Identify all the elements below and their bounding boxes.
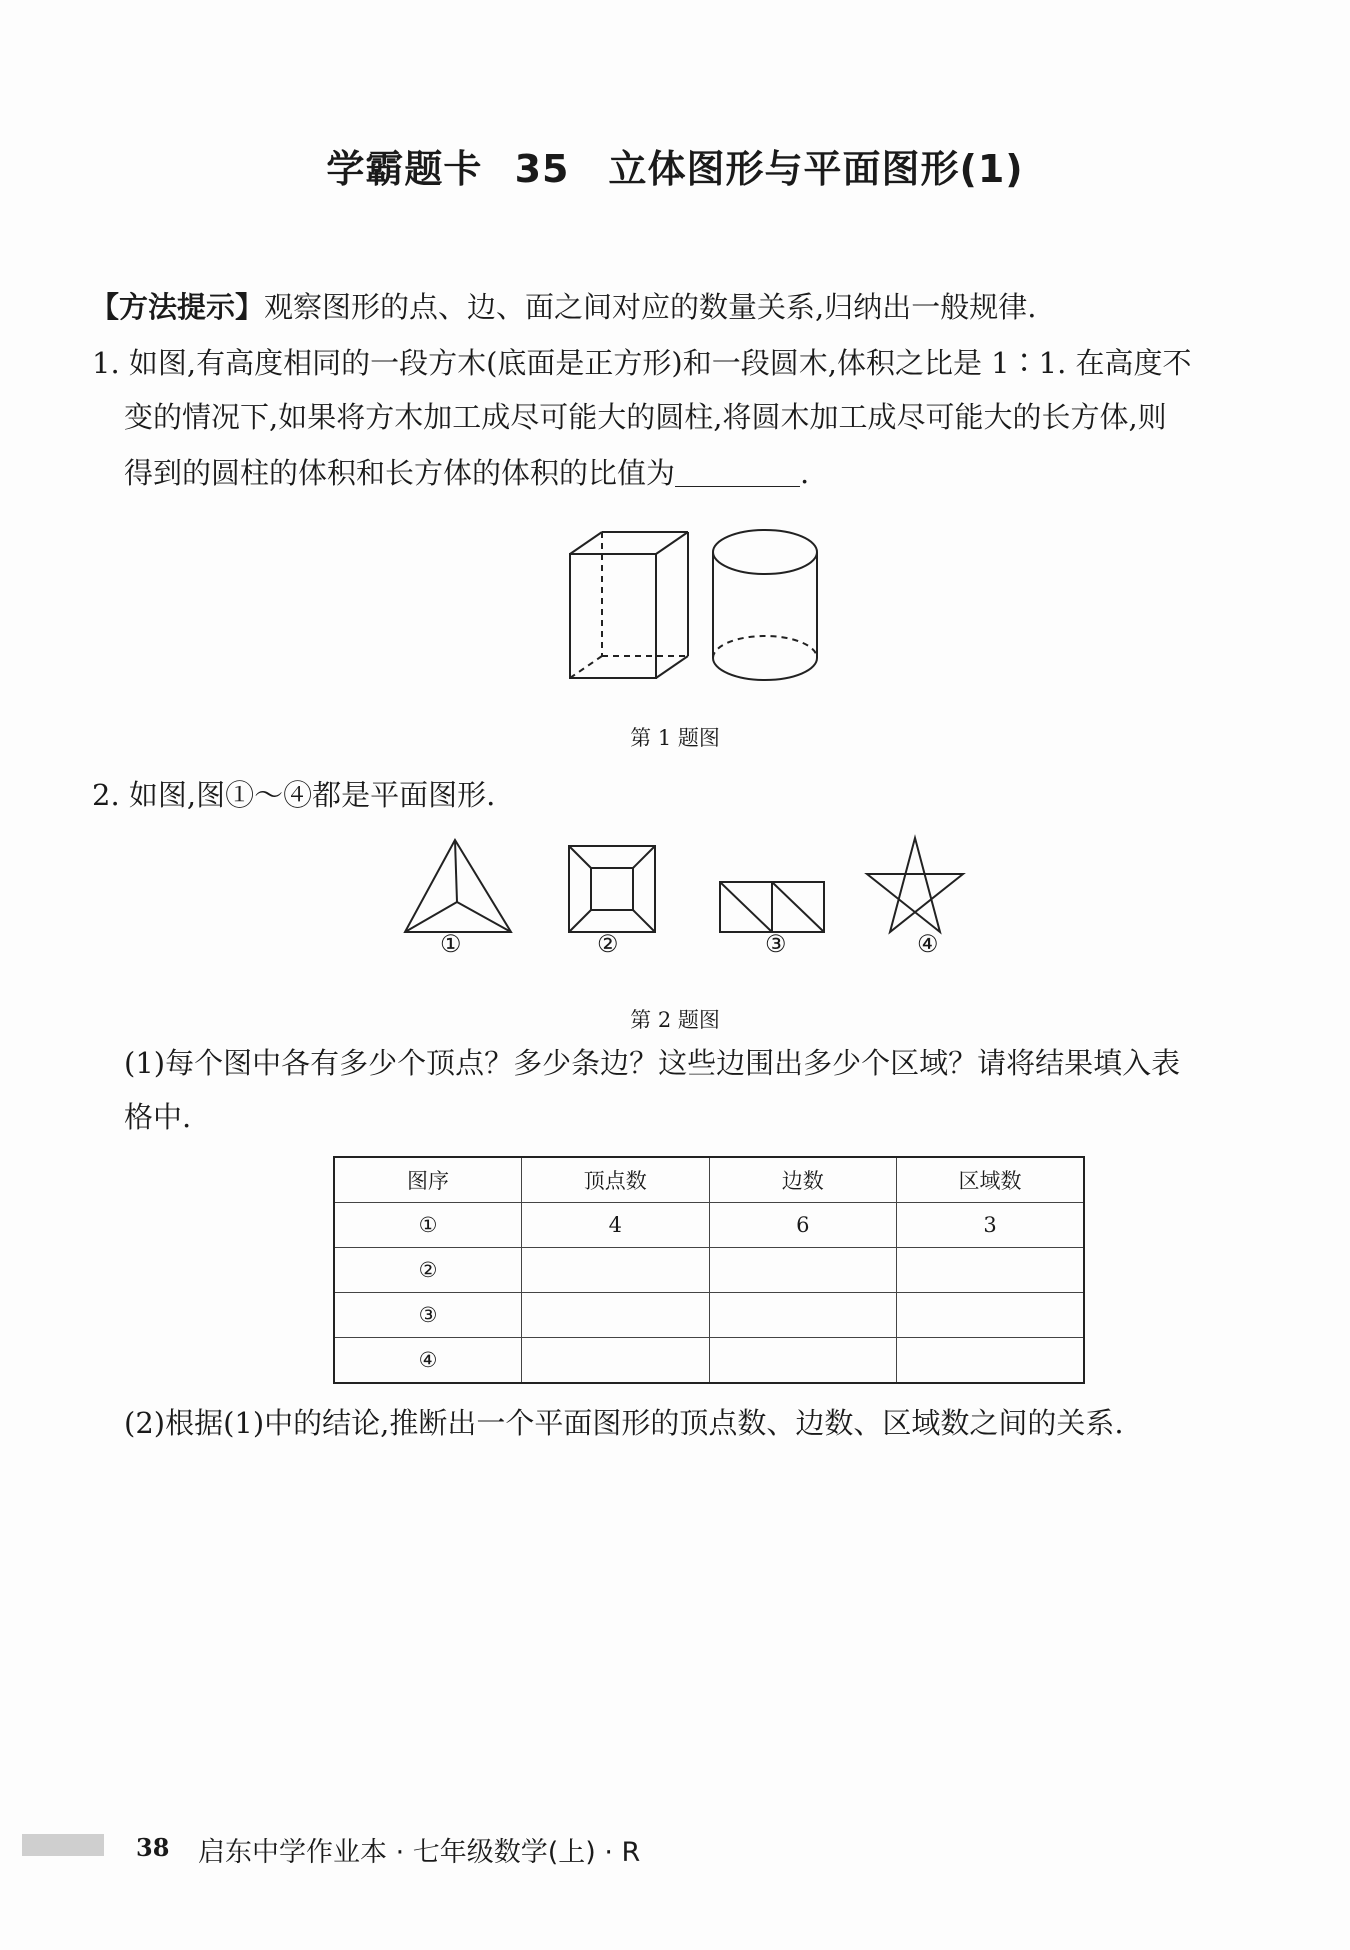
table-answer-cell[interactable] [709,1248,897,1293]
table-cell: 4 [522,1203,710,1248]
q2-sub2: (2)根据(1)中的结论,推断出一个平面图形的顶点数、边数、区域数之间的关系. [124,1406,1124,1440]
q1-line-3 [124,446,809,500]
table-header-cell: 边数 [709,1157,897,1203]
table-answer-cell[interactable] [522,1248,710,1293]
footer-decor-bar [22,1834,104,1856]
table-header-row [334,1157,1084,1203]
table-row [334,1293,1084,1338]
figure-label-1: ① [440,930,462,958]
answer-table [333,1156,1085,1384]
square-prism-figure [570,532,688,678]
table-row [334,1248,1084,1293]
method-tip-text: 观察图形的点、边、面之间对应的数量关系,归纳出一般规律. [264,290,1037,324]
table-answer-cell[interactable] [709,1338,897,1384]
q2-figures [395,830,995,940]
table-answer-cell[interactable] [897,1293,1085,1338]
q1-figure [560,520,830,690]
figure-3-two-squares [720,882,824,932]
q2-sub1-line-2: 格中. [124,1100,192,1134]
table-answer-cell[interactable] [897,1248,1085,1293]
footer-book-title: 启东中学作业本 · 七年级数学(上) · R [198,1837,641,1868]
figure-label-2: ② [597,930,619,958]
table-cell: 3 [897,1203,1085,1248]
q1-line-1: 1. 如图,有高度相同的一段方木(底面是正方形)和一段圆木,体积之比是 1∶1. 在高度不 [92,346,1192,380]
table-header-cell: 区域数 [897,1157,1085,1203]
table-cell: ② [334,1248,522,1293]
table-answer-cell[interactable] [709,1293,897,1338]
table-cell: 6 [709,1203,897,1248]
table-answer-cell[interactable] [522,1338,710,1384]
page-title: 学霸题卡 35 立体图形与平面图形(1) [326,147,1024,191]
q2-intro: 2. 如图,图①～④都是平面图形. [92,778,496,812]
table-cell: ④ [334,1338,522,1384]
figure-label-3: ③ [765,930,787,958]
q1-line-2: 变的情况下,如果将方木加工成尽可能大的圆柱,将圆木加工成尽可能大的长方体,则 [124,400,1167,434]
q1-line-3-text: 得到的圆柱的体积和长方体的体积的比值为 [124,456,676,490]
table-answer-cell[interactable] [897,1338,1085,1384]
table-cell: ③ [334,1293,522,1338]
q1-end-mark: . [800,456,810,490]
q2-caption: 第 2 题图 [630,1008,720,1032]
method-tip-label: 【方法提示】 [90,290,265,324]
table-header-cell: 顶点数 [522,1157,710,1203]
q1-answer-blank[interactable] [675,456,800,487]
q1-caption: 第 1 题图 [630,726,720,750]
figure-label-4: ④ [917,930,939,958]
page-number: 38 [136,1833,170,1862]
table-header-cell: 图序 [334,1157,522,1203]
figure-1-triangle [405,840,511,932]
table-row [334,1338,1084,1384]
table-answer-cell[interactable] [522,1293,710,1338]
figure-4-star [867,838,963,932]
q2-sub1-line-1: (1)每个图中各有多少个顶点？多少条边？这些边围出多少个区域？请将结果填入表 [124,1046,1181,1080]
table-cell: ① [334,1203,522,1248]
table-row [334,1203,1084,1248]
figure-2-nested-squares [569,846,655,932]
method-tip [90,280,1036,334]
cylinder-figure [713,530,817,680]
